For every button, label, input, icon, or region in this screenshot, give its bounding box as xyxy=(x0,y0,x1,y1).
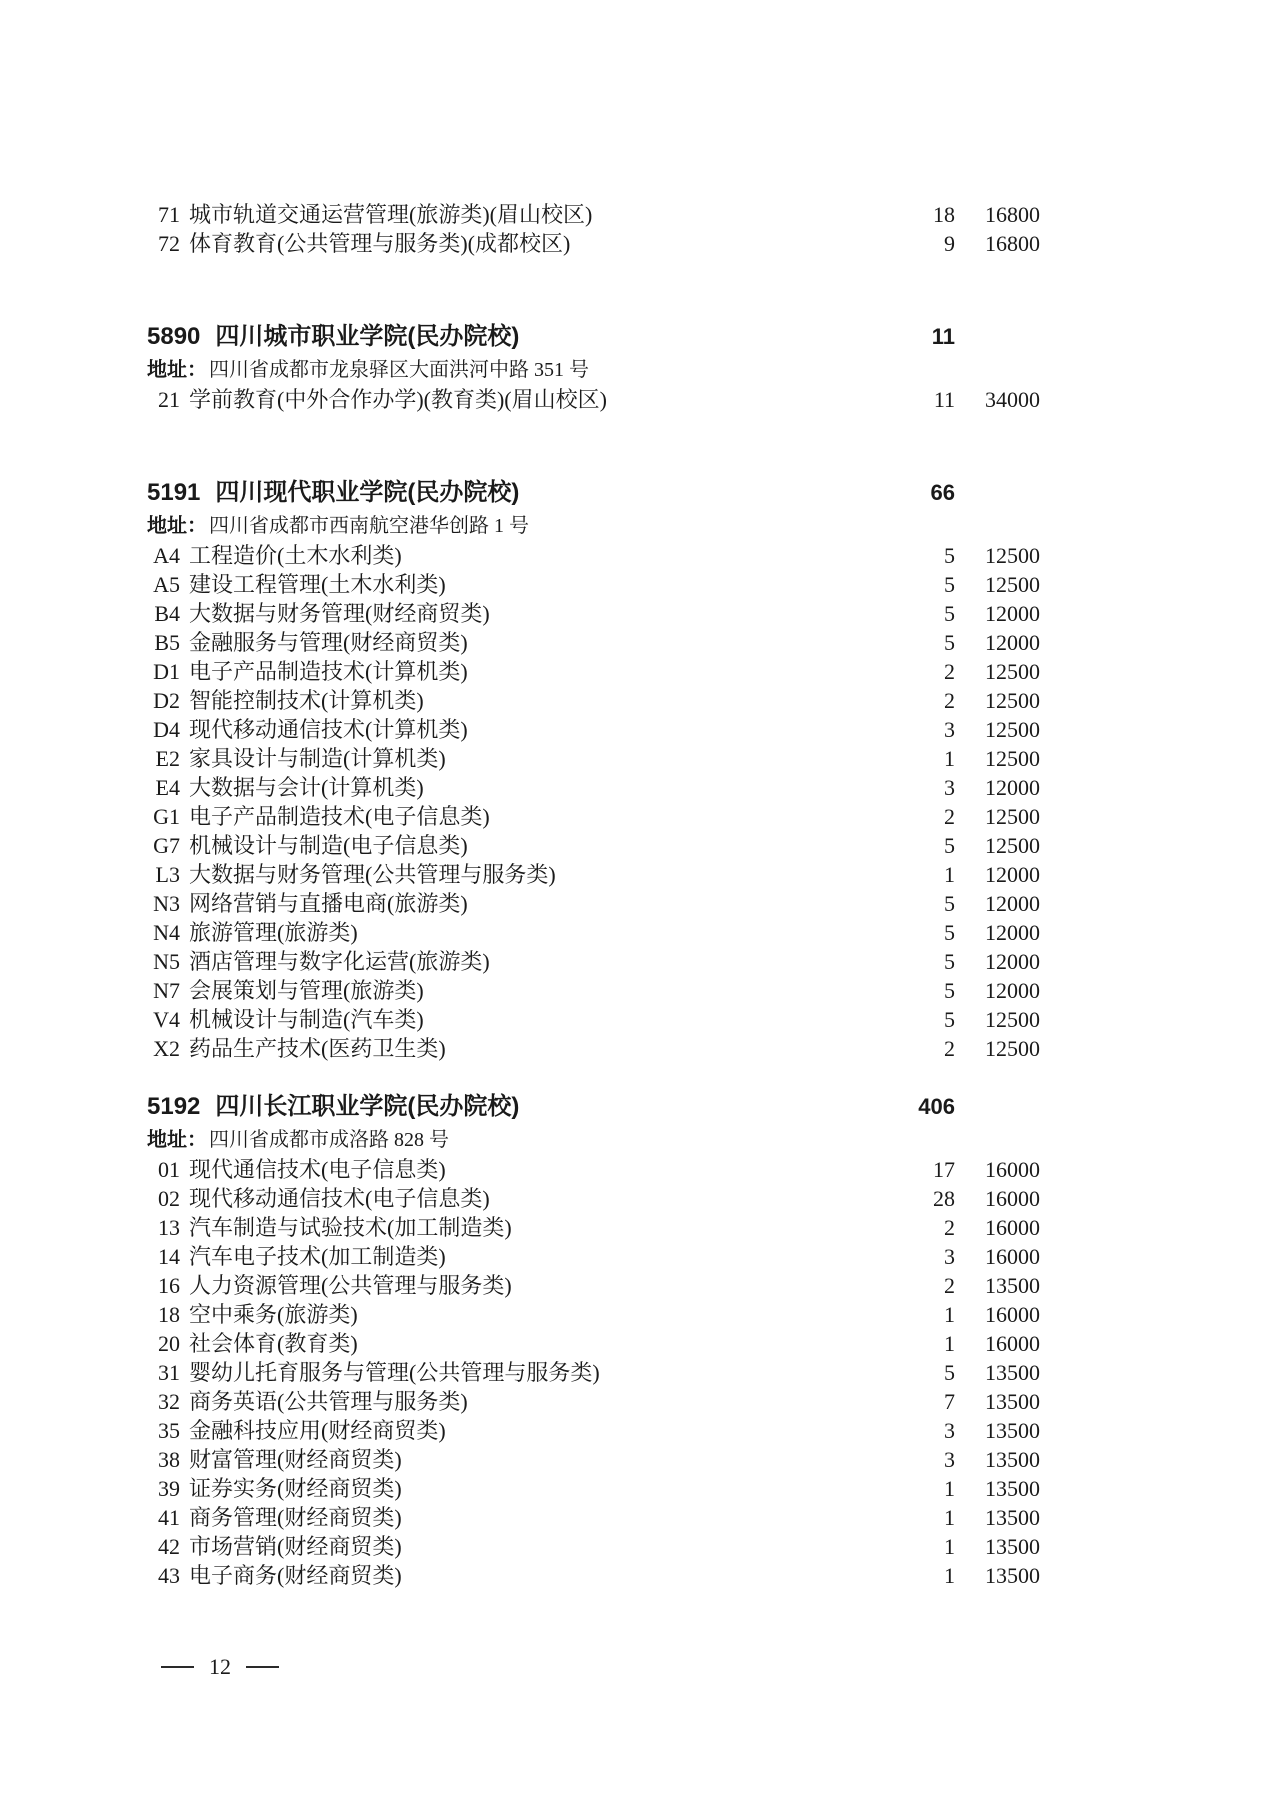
program-tuition-fee: 16000 xyxy=(985,1244,1040,1269)
institution-section xyxy=(147,475,1040,1063)
program-tuition-fee: 12000 xyxy=(985,891,1040,916)
program-name: 现代通信技术(电子信息类) xyxy=(189,1157,446,1182)
page-content xyxy=(147,0,1040,1682)
program-plan-count: 5 xyxy=(944,920,955,945)
program-row xyxy=(147,1155,1040,1184)
program-code: G1 xyxy=(153,804,180,829)
program-tuition-fee: 16000 xyxy=(985,1186,1040,1211)
program-row xyxy=(147,1329,1040,1358)
address-label: 地址： xyxy=(147,359,207,381)
program-tuition-fee: 13500 xyxy=(985,1447,1040,1472)
program-plan-count: 1 xyxy=(944,1505,955,1530)
institution-header xyxy=(147,319,1040,355)
program-code: D4 xyxy=(153,717,180,742)
program-tuition-fee: 13500 xyxy=(985,1505,1040,1530)
program-tuition-fee: 12500 xyxy=(985,804,1040,829)
program-code: 39 xyxy=(158,1476,180,1501)
program-plan-count: 2 xyxy=(944,1273,955,1298)
program-code: 32 xyxy=(158,1389,180,1414)
program-tuition-fee: 12500 xyxy=(985,543,1040,568)
program-name: 体育教育(公共管理与服务类)(成都校区) xyxy=(189,231,571,256)
program-tuition-fee: 13500 xyxy=(985,1418,1040,1443)
footer-dash-left xyxy=(161,1666,194,1668)
program-code: D2 xyxy=(153,688,180,713)
institution-address-line xyxy=(147,1125,1040,1155)
program-tuition-fee: 13500 xyxy=(985,1360,1040,1385)
program-tuition-fee: 13500 xyxy=(985,1563,1040,1588)
institution-code: 5192 xyxy=(147,1093,201,1120)
program-code: L3 xyxy=(155,862,180,887)
program-code: E2 xyxy=(155,746,180,771)
program-name: 网络营销与直播电商(旅游类) xyxy=(189,891,468,916)
program-row xyxy=(147,918,1040,947)
program-plan-count: 5 xyxy=(944,1007,955,1032)
program-plan-count: 5 xyxy=(944,949,955,974)
program-plan-count: 2 xyxy=(944,688,955,713)
program-code: 31 xyxy=(158,1360,180,1385)
program-code: D1 xyxy=(153,659,180,684)
program-name: 市场营销(财经商贸类) xyxy=(189,1534,402,1559)
program-row xyxy=(147,1034,1040,1063)
institution-sections xyxy=(147,319,1040,1590)
program-plan-count: 5 xyxy=(944,978,955,1003)
program-code: A5 xyxy=(153,572,180,597)
program-name: 汽车制造与试验技术(加工制造类) xyxy=(189,1215,512,1240)
program-row xyxy=(147,628,1040,657)
institution-header xyxy=(147,1089,1040,1125)
program-tuition-fee: 12000 xyxy=(985,978,1040,1003)
program-row xyxy=(147,744,1040,773)
program-row xyxy=(147,1184,1040,1213)
program-code: 72 xyxy=(158,231,180,256)
program-name: 商务管理(财经商贸类) xyxy=(189,1505,402,1530)
program-tuition-fee: 12000 xyxy=(985,601,1040,626)
program-name: 电子商务(财经商贸类) xyxy=(189,1563,402,1588)
program-plan-count: 5 xyxy=(944,1360,955,1385)
program-tuition-fee: 12500 xyxy=(985,572,1040,597)
program-row xyxy=(147,976,1040,1005)
program-plan-count: 1 xyxy=(944,1331,955,1356)
program-row xyxy=(147,1387,1040,1416)
program-name: 汽车电子技术(加工制造类) xyxy=(189,1244,446,1269)
institution-code: 5191 xyxy=(147,479,201,506)
program-name: 会展策划与管理(旅游类) xyxy=(189,978,424,1003)
program-plan-count: 5 xyxy=(944,543,955,568)
program-plan-count: 7 xyxy=(944,1389,955,1414)
program-plan-count: 1 xyxy=(944,1476,955,1501)
program-row xyxy=(147,1358,1040,1387)
program-plan-count: 5 xyxy=(944,833,955,858)
program-row xyxy=(147,1503,1040,1532)
program-name: 空中乘务(旅游类) xyxy=(189,1302,358,1327)
program-row xyxy=(147,1561,1040,1590)
program-row xyxy=(147,1213,1040,1242)
program-tuition-fee: 16000 xyxy=(985,1157,1040,1182)
program-plan-count: 3 xyxy=(944,1244,955,1269)
program-name: 城市轨道交通运营管理(旅游类)(眉山校区) xyxy=(189,202,593,227)
program-code: 02 xyxy=(158,1186,180,1211)
program-code: 20 xyxy=(158,1331,180,1356)
program-row xyxy=(147,1474,1040,1503)
page-footer xyxy=(161,1652,279,1682)
program-code: 71 xyxy=(158,202,180,227)
program-plan-count: 5 xyxy=(944,572,955,597)
address-text: 四川省成都市成洛路 828 号 xyxy=(209,1129,449,1151)
institution-address-line xyxy=(147,355,1040,385)
address-text: 四川省成都市西南航空港华创路 1 号 xyxy=(209,515,529,537)
program-plan-count: 1 xyxy=(944,1534,955,1559)
program-name: 金融服务与管理(财经商贸类) xyxy=(189,630,468,655)
program-name: 学前教育(中外合作办学)(教育类)(眉山校区) xyxy=(189,387,607,412)
program-tuition-fee: 12000 xyxy=(985,630,1040,655)
program-row xyxy=(147,1532,1040,1561)
program-tuition-fee: 16800 xyxy=(985,202,1040,227)
program-plan-count: 28 xyxy=(933,1186,955,1211)
program-code: 21 xyxy=(158,387,180,412)
program-code: B5 xyxy=(154,630,180,655)
program-tuition-fee: 12000 xyxy=(985,862,1040,887)
program-tuition-fee: 16000 xyxy=(985,1331,1040,1356)
institution-section xyxy=(147,319,1040,414)
program-tuition-fee: 12500 xyxy=(985,688,1040,713)
program-name: 机械设计与制造(汽车类) xyxy=(189,1007,424,1032)
address-label: 地址： xyxy=(147,1129,207,1151)
program-row xyxy=(147,1300,1040,1329)
program-plan-count: 1 xyxy=(944,862,955,887)
program-name: 药品生产技术(医药卫生类) xyxy=(189,1036,446,1061)
program-tuition-fee: 16800 xyxy=(985,231,1040,256)
program-code: 14 xyxy=(158,1244,180,1269)
program-name: 社会体育(教育类) xyxy=(189,1331,358,1356)
program-row xyxy=(147,200,1040,229)
program-name: 大数据与会计(计算机类) xyxy=(189,775,424,800)
program-code: V4 xyxy=(153,1007,180,1032)
program-row xyxy=(147,229,1040,258)
program-name: 电子产品制造技术(计算机类) xyxy=(189,659,468,684)
program-row xyxy=(147,773,1040,802)
page-number: 12 xyxy=(209,1654,231,1679)
program-code: 18 xyxy=(158,1302,180,1327)
program-code: 42 xyxy=(158,1534,180,1559)
program-code: 13 xyxy=(158,1215,180,1240)
program-plan-count: 2 xyxy=(944,1036,955,1061)
program-tuition-fee: 12500 xyxy=(985,833,1040,858)
program-row xyxy=(147,831,1040,860)
program-plan-count: 9 xyxy=(944,231,955,256)
program-row xyxy=(147,947,1040,976)
program-list xyxy=(147,541,1040,1063)
program-list xyxy=(147,385,1040,414)
program-code: B4 xyxy=(154,601,180,626)
institution-code: 5890 xyxy=(147,323,201,350)
program-code: 43 xyxy=(158,1563,180,1588)
program-code: E4 xyxy=(155,775,180,800)
program-name: 工程造价(土木水利类) xyxy=(189,543,402,568)
program-tuition-fee: 34000 xyxy=(985,387,1040,412)
program-tuition-fee: 16000 xyxy=(985,1302,1040,1327)
program-plan-count: 11 xyxy=(933,387,955,412)
institution-name: 四川现代职业学院(民办院校) xyxy=(215,479,520,506)
program-code: G7 xyxy=(153,833,180,858)
program-code: N5 xyxy=(153,949,180,974)
program-plan-count: 5 xyxy=(944,601,955,626)
program-name: 机械设计与制造(电子信息类) xyxy=(189,833,468,858)
program-name: 大数据与财务管理(财经商贸类) xyxy=(189,601,490,626)
program-tuition-fee: 13500 xyxy=(985,1534,1040,1559)
program-list xyxy=(147,1155,1040,1590)
program-name: 证券实务(财经商贸类) xyxy=(189,1476,402,1501)
program-row xyxy=(147,1271,1040,1300)
program-row xyxy=(147,686,1040,715)
program-tuition-fee: 12500 xyxy=(985,1036,1040,1061)
program-name: 人力资源管理(公共管理与服务类) xyxy=(189,1273,512,1298)
program-name: 金融科技应用(财经商贸类) xyxy=(189,1418,446,1443)
program-row xyxy=(147,860,1040,889)
program-code: X2 xyxy=(153,1036,180,1061)
program-row xyxy=(147,385,1040,414)
program-tuition-fee: 12500 xyxy=(985,1007,1040,1032)
program-code: 16 xyxy=(158,1273,180,1298)
program-name: 现代移动通信技术(电子信息类) xyxy=(189,1186,490,1211)
program-code: 38 xyxy=(158,1447,180,1472)
program-row xyxy=(147,715,1040,744)
program-plan-count: 1 xyxy=(944,1563,955,1588)
program-plan-count: 2 xyxy=(944,659,955,684)
address-label: 地址： xyxy=(147,515,207,537)
program-tuition-fee: 12500 xyxy=(985,746,1040,771)
program-tuition-fee: 13500 xyxy=(985,1273,1040,1298)
program-code: N4 xyxy=(153,920,180,945)
program-name: 现代移动通信技术(计算机类) xyxy=(189,717,468,742)
program-tuition-fee: 12500 xyxy=(985,659,1040,684)
program-name: 家具设计与制造(计算机类) xyxy=(189,746,446,771)
program-plan-count: 3 xyxy=(944,1447,955,1472)
address-text: 四川省成都市龙泉驿区大面洪河中路 351 号 xyxy=(209,359,589,381)
program-plan-count: 17 xyxy=(933,1157,955,1182)
program-tuition-fee: 12000 xyxy=(985,949,1040,974)
program-row xyxy=(147,599,1040,628)
program-code: A4 xyxy=(153,543,180,568)
program-code: N3 xyxy=(153,891,180,916)
program-code: 41 xyxy=(158,1505,180,1530)
program-name: 婴幼儿托育服务与管理(公共管理与服务类) xyxy=(189,1360,600,1385)
program-row xyxy=(147,1416,1040,1445)
program-plan-count: 1 xyxy=(944,746,955,771)
program-plan-count: 1 xyxy=(944,1302,955,1327)
institution-section xyxy=(147,1089,1040,1590)
footer-dash-right xyxy=(246,1666,279,1668)
program-name: 智能控制技术(计算机类) xyxy=(189,688,424,713)
institution-total-count: 406 xyxy=(918,1094,955,1119)
program-plan-count: 2 xyxy=(944,804,955,829)
institution-total-count: 66 xyxy=(930,480,955,505)
program-tuition-fee: 12500 xyxy=(985,717,1040,742)
program-name: 大数据与财务管理(公共管理与服务类) xyxy=(189,862,556,887)
program-name: 商务英语(公共管理与服务类) xyxy=(189,1389,468,1414)
continuation-program-rows xyxy=(147,200,1040,258)
program-plan-count: 3 xyxy=(944,1418,955,1443)
institution-name: 四川长江职业学院(民办院校) xyxy=(215,1093,520,1120)
program-plan-count: 5 xyxy=(944,630,955,655)
program-tuition-fee: 16000 xyxy=(985,1215,1040,1240)
institution-total-count: 11 xyxy=(931,324,955,349)
program-name: 财富管理(财经商贸类) xyxy=(189,1447,402,1472)
program-name: 酒店管理与数字化运营(旅游类) xyxy=(189,949,490,974)
program-tuition-fee: 12000 xyxy=(985,920,1040,945)
institution-name: 四川城市职业学院(民办院校) xyxy=(215,323,520,350)
program-row xyxy=(147,802,1040,831)
program-code: 01 xyxy=(158,1157,180,1182)
program-row xyxy=(147,541,1040,570)
program-row xyxy=(147,1445,1040,1474)
program-name: 电子产品制造技术(电子信息类) xyxy=(189,804,490,829)
program-tuition-fee: 12000 xyxy=(985,775,1040,800)
program-code: N7 xyxy=(153,978,180,1003)
program-tuition-fee: 13500 xyxy=(985,1389,1040,1414)
program-plan-count: 18 xyxy=(933,202,955,227)
program-plan-count: 2 xyxy=(944,1215,955,1240)
program-plan-count: 5 xyxy=(944,891,955,916)
program-name: 旅游管理(旅游类) xyxy=(189,920,358,945)
program-row xyxy=(147,570,1040,599)
program-row xyxy=(147,1242,1040,1271)
institution-address-line xyxy=(147,511,1040,541)
program-row xyxy=(147,1005,1040,1034)
program-row xyxy=(147,889,1040,918)
program-row xyxy=(147,657,1040,686)
program-code: 35 xyxy=(158,1418,180,1443)
institution-header xyxy=(147,475,1040,511)
program-name: 建设工程管理(土木水利类) xyxy=(189,572,446,597)
program-tuition-fee: 13500 xyxy=(985,1476,1040,1501)
program-plan-count: 3 xyxy=(944,717,955,742)
program-plan-count: 3 xyxy=(944,775,955,800)
